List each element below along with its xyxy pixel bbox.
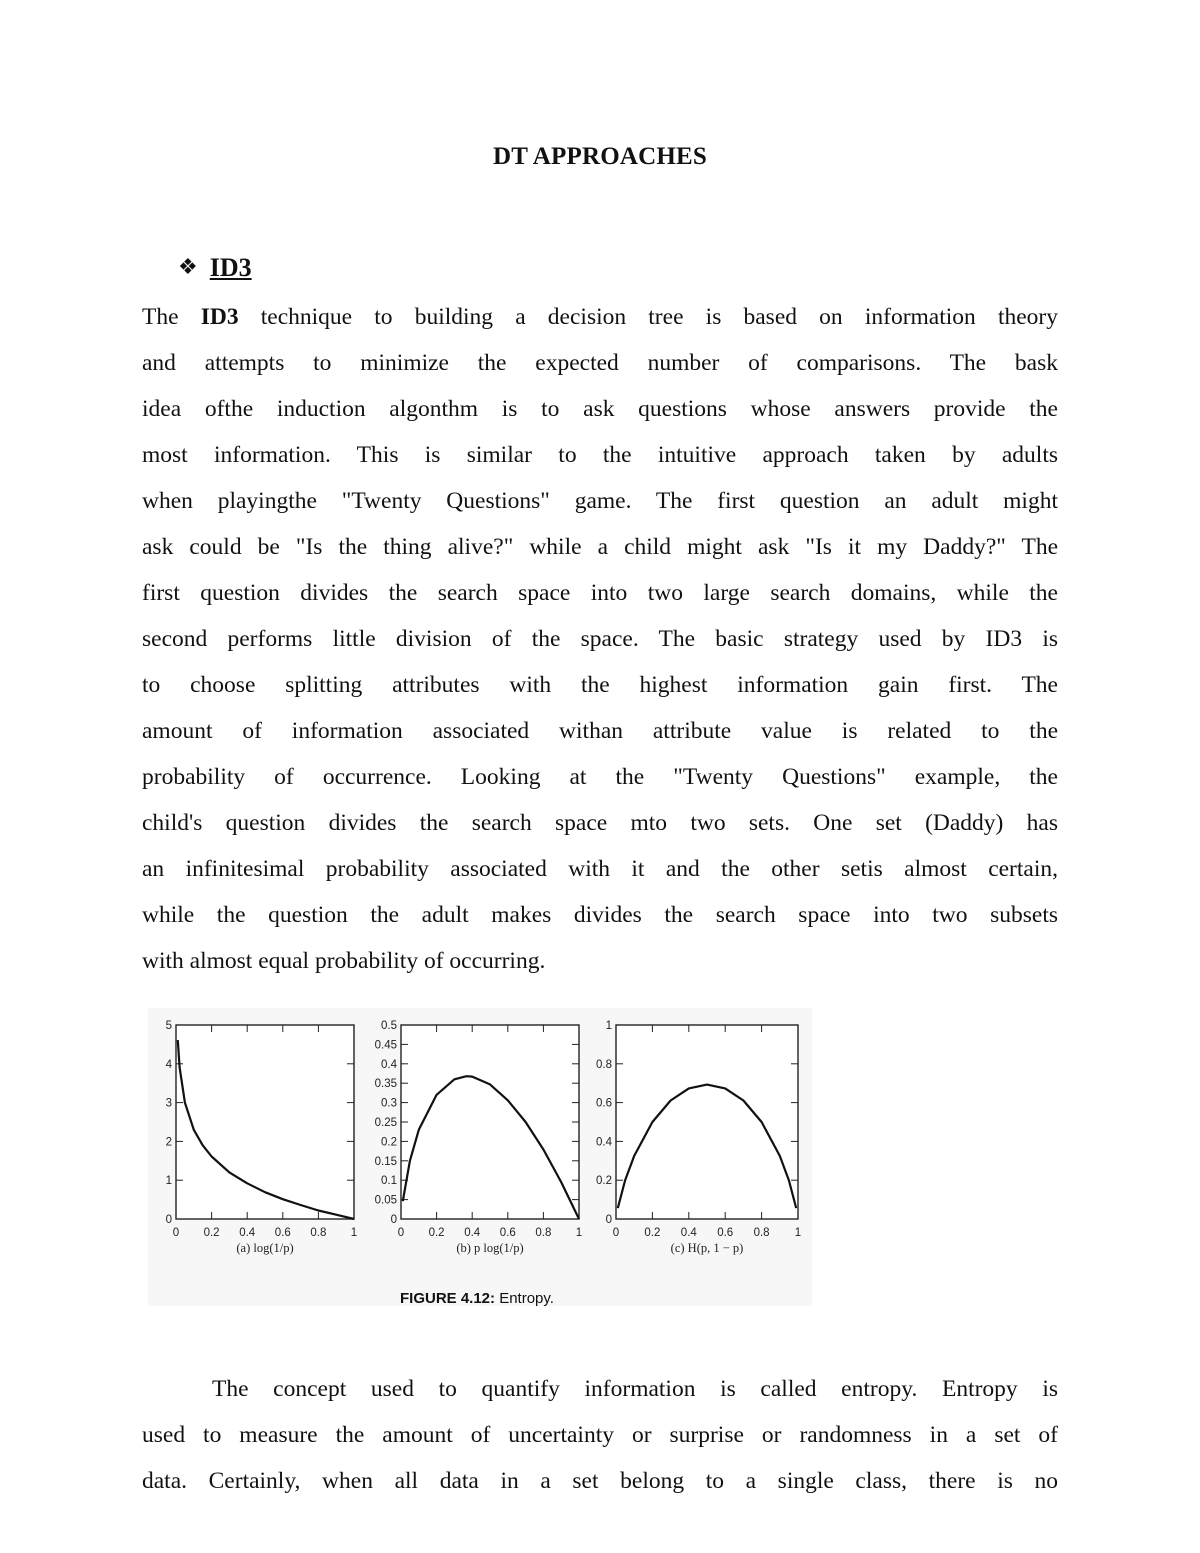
line-text: when playingthe "Twenty Questions" game. The first question an adult might <box>142 488 1058 514</box>
paragraph-line: The concept used to quantify information is called entropy. Entropy is <box>212 1376 1058 1402</box>
line-text: The <box>142 304 201 330</box>
y-tick-label: 0.45 <box>374 1039 397 1052</box>
y-tick-label: 0.35 <box>374 1078 397 1091</box>
page-title: DT APPROACHES <box>493 143 707 170</box>
x-axis-label: (b) p log(1/p) <box>456 1241 524 1255</box>
x-tick-label: 0.6 <box>717 1227 734 1239</box>
x-tick-label: 0.4 <box>680 1227 697 1239</box>
paragraph-line <box>142 846 1058 892</box>
line-text: with almost equal probability of occurring. <box>142 948 546 974</box>
figure-caption-text: Entropy. <box>495 1290 554 1307</box>
x-tick-label: 1 <box>794 1227 802 1239</box>
y-tick-label: 0.4 <box>596 1136 612 1149</box>
y-tick-label: 3 <box>165 1097 172 1110</box>
x-tick-label: 0.6 <box>274 1227 291 1239</box>
entropy-charts <box>148 1008 812 1306</box>
paragraph-line <box>142 754 1058 800</box>
x-tick-label: 0.4 <box>464 1227 481 1239</box>
paragraph-line <box>142 570 1058 616</box>
y-tick-label: 0 <box>605 1214 612 1226</box>
y-tick-label: 1 <box>605 1020 612 1032</box>
paragraph-line: data. Certainly, when all data in a set belong to a single class, there is no <box>142 1468 1058 1494</box>
x-tick-label: 0.8 <box>310 1227 327 1239</box>
paragraph-line <box>142 708 1058 754</box>
x-axis-label: (a) log(1/p) <box>236 1241 294 1255</box>
x-tick-label: 0 <box>612 1227 620 1239</box>
y-tick-label: 1 <box>165 1175 172 1188</box>
line-text: ask could be "Is the thing alive?" while a child might ask "Is it my Daddy?" The <box>142 534 1058 560</box>
line-text: while the question the adult makes divides the search space into two subsets <box>142 902 1058 928</box>
x-tick-label: 1 <box>350 1227 358 1239</box>
line-text: technique to building a decision tree is based on information theory <box>238 304 1058 330</box>
y-tick-label: 0.05 <box>374 1194 397 1207</box>
paragraph-line: used to measure the amount of uncertainty or surprise or randomness in a set of <box>142 1422 1058 1448</box>
paragraph-line <box>142 294 1058 340</box>
line-text: idea ofthe induction algonthm is to ask questions whose answers provide the <box>142 396 1058 422</box>
plot-frame <box>616 1025 798 1219</box>
x-tick-label: 0 <box>172 1227 180 1239</box>
y-tick-label: 0 <box>390 1214 397 1226</box>
y-tick-label: 0.4 <box>381 1058 397 1071</box>
line-text: probability of occurrence. Looking at the "Twenty Questions" example, the <box>142 764 1058 790</box>
paragraph-line <box>142 892 1058 938</box>
body-paragraph-2 <box>142 1366 1058 1504</box>
x-tick-label: 0.6 <box>499 1227 516 1239</box>
x-tick-label: 0.2 <box>203 1227 220 1239</box>
bold-term: ID3 <box>200 304 239 330</box>
paragraph-line <box>142 340 1058 386</box>
y-tick-label: 0.5 <box>381 1020 397 1032</box>
line-text: child's question divides the search space mto two sets. One set (Daddy) has <box>142 810 1058 836</box>
section-heading-text: ID3 <box>209 253 252 282</box>
y-tick-label: 0.25 <box>374 1117 397 1129</box>
entropy-figure <box>148 1008 812 1306</box>
x-tick-label: 0.2 <box>644 1227 661 1239</box>
body-paragraph-1 <box>142 294 1058 984</box>
x-tick-label: 0.8 <box>753 1227 770 1239</box>
x-tick-label: 1 <box>575 1227 583 1239</box>
y-tick-label: 0.15 <box>374 1155 397 1168</box>
x-tick-label: 0 <box>397 1227 405 1239</box>
line-text: first question divides the search space into two large search domains, while the <box>142 580 1058 606</box>
y-tick-label: 0.2 <box>381 1136 397 1149</box>
y-tick-label: 2 <box>165 1136 172 1149</box>
x-axis-label: (c) H(p, 1 − p) <box>670 1241 744 1255</box>
line-text: an infinitesimal probability associated with it and the other setis almost certain, <box>142 856 1058 882</box>
paragraph-line <box>142 524 1058 570</box>
y-tick-label: 0.2 <box>596 1175 612 1188</box>
y-tick-label: 0.1 <box>381 1175 397 1188</box>
y-tick-label: 0.8 <box>596 1058 612 1071</box>
paragraph-line <box>142 386 1058 432</box>
line-text: second performs little division of the space. The basic strategy used by ID3 is <box>142 626 1058 652</box>
line-text: most information. This is similar to the intuitive approach taken by adults <box>142 442 1058 468</box>
x-tick-label: 0.8 <box>535 1227 552 1239</box>
figure-caption-label: FIGURE 4.12: <box>400 1290 496 1307</box>
paragraph-line <box>142 432 1058 478</box>
paragraph-line <box>142 938 1058 984</box>
figure-caption <box>400 1290 554 1307</box>
paragraph-line <box>142 616 1058 662</box>
line-text: and attempts to minimize the expected number of comparisons. The bask <box>142 350 1058 376</box>
line-text: amount of information associated withan attribute value is related to the <box>142 718 1058 744</box>
x-tick-label: 0.4 <box>239 1227 256 1239</box>
y-tick-label: 0.3 <box>381 1097 397 1110</box>
plot-frame <box>176 1025 354 1219</box>
diamond-bullet-icon: ❖ <box>178 254 198 279</box>
y-tick-label: 0 <box>165 1214 172 1226</box>
line-text: to choose splitting attributes with the highest information gain first. The <box>142 672 1058 698</box>
plot-frame <box>401 1025 579 1219</box>
section-heading <box>178 253 252 283</box>
paragraph-line <box>142 662 1058 708</box>
y-tick-label: 0.6 <box>596 1097 612 1110</box>
y-tick-label: 5 <box>165 1020 172 1032</box>
y-tick-label: 4 <box>165 1058 172 1071</box>
x-tick-label: 0.2 <box>428 1227 445 1239</box>
paragraph-line <box>142 800 1058 846</box>
paragraph-line <box>142 478 1058 524</box>
